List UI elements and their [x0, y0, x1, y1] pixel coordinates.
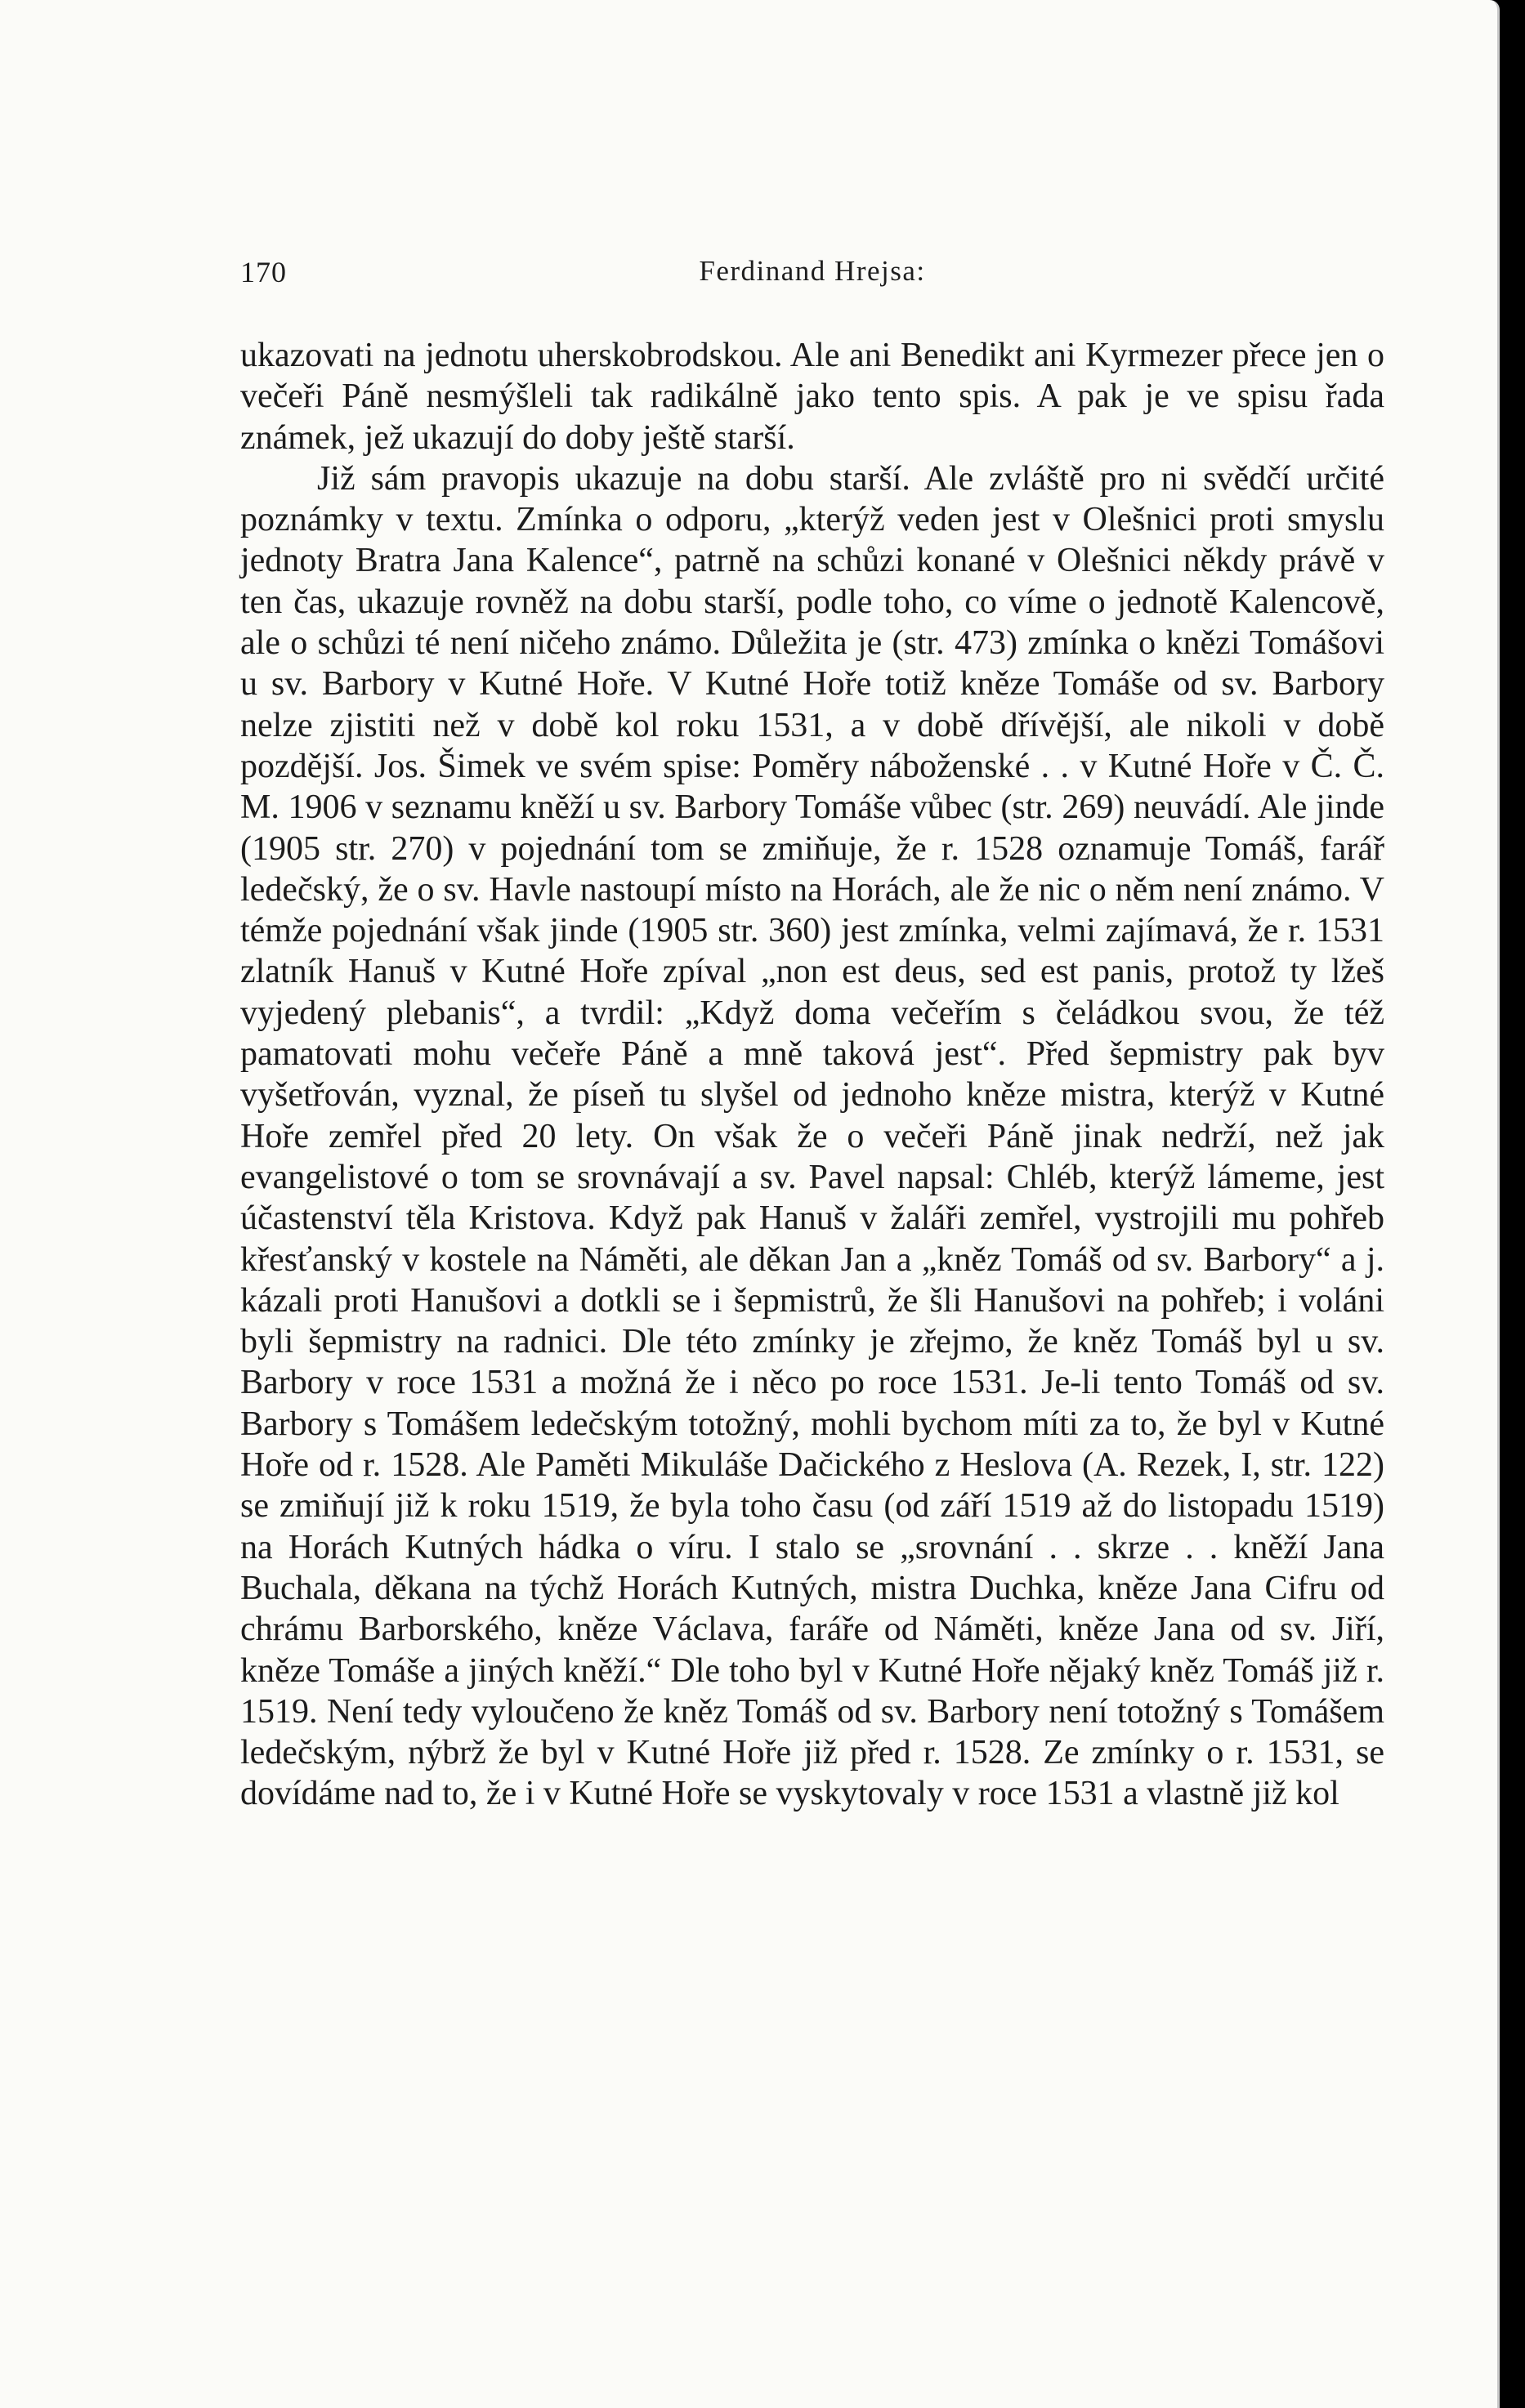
- page-header: [240, 247, 1384, 296]
- paragraph: Již sám pravopis ukazuje na dobu starší. Ale zvláště pro ni svědčí určité poznámky v textu. Zmínka o odporu, „kterýž veden jest v Olešnici proti smyslu jednoty Bratra Jana Kalence“, patrně na schůzi konané v Olešnici někdy právě v ten čas, ukazuje rovněž na dobu starší, podle toho, co víme o jednotě Kalencově, ale o schůzi té není ničeho známo. Důležita je (str. 473) zmínka o knězi Tomášovi u sv. Barbory v Kutné Hoře. V Kutné Hoře totiž kněze Tomáše od sv. Barbory nelze zjistiti než v době kol roku 1531, a v době dřívější, ale nikoli v době pozdější. Jos. Šimek ve svém spise: Poměry náboženské . . v Kutné Hoře v Č. Č. M. 1906 v seznamu kněží u sv. Barbory Tomáše vůbec (str. 269) neuvádí. Ale jinde (1905 str. 270) v pojednání tom se zmiňuje, že r. 1528 oznamuje Tomáš, farář ledečský, že o sv. Havle nastoupí místo na Horách, ale že nic o něm není známo. V témže pojednání však jinde (1905 str. 360) jest zmínka, velmi zajímavá, že r. 1531 zlatník Hanuš v Kutné Hoře zpíval „non est deus, sed est panis, protož ty lžeš vyjedený plebanis“, a tvrdil: „Když doma večeřím s čeládkou svou, že též pamatovati mohu večeře Páně a mně taková jest“. Před šepmistry pak byv vyšetřován, vyznal, že píseň tu slyšel od jednoho kněze mistra, kterýž v Kutné Hoře zemřel před 20 lety. On však že o večeři Páně jinak nedrží, než jak evangelistové o tom se srovnávají a sv. Pavel napsal: Chléb, kterýž lámeme, jest účastenství těla Kristova. Když pak Hanuš v žaláři zemřel, vystrojili mu pohřeb křesťanský v kostele na Náměti, ale děkan Jan a „kněz Tomáš od sv. Barbory“ a j. kázali proti Hanušovi a dotkli se i šepmistrů, že šli Hanušovi na pohřeb; i voláni byli šepmistry na radnici. Dle této zmínky je zřejmo, že kněz Tomáš byl u sv. Barbory v roce 1531 a možná že i něco po roce 1531. Je-li tento Tomáš od sv. Barbory s Tomášem ledečským totožný, mohli bychom míti za to, že byl v Kutné Hoře od r. 1528. Ale Paměti Mikuláše Dačického z Heslova (A. Rezek, I, str. 122) se zmiňují již k roku 1519, že byla toho času (od září 1519 až do listopadu 1519) na Horách Kutných hádka o víru. I stalo se „srovnání . . skrze . . kněží Jana Buchala, děkana na týchž Horách Kutných, mistra Duchka, kněze Jana Cifru od chrámu Barborského, kněze Václava, faráře od Náměti, kněze Jana od sv. Jiří, kněze Tomáše a jiných kněží.“ Dle toho byl v Kutné Hoře nějaký kněz Tomáš již r. 1519. Není tedy vyloučeno že kněz Tomáš od sv. Barbory není totožný s Tomášem ledečským, nýbrž že byl v Kutné Hoře již před r. 1528. Ze zmínky o r. 1531, se dovídáme nad to, že i v Kutné Hoře se vyskytovaly v roce 1531 a vlastně již kol: [240, 459, 1384, 1813]
- page-number: 170: [240, 256, 287, 288]
- body-text: [240, 335, 1384, 1815]
- paragraph: ukazovati na jednotu uherskobrodskou. Ale ani Benedikt ani Kyrmezer přece jen o večeři Páně nesmýšleli tak radikálně jako tento spis. A pak je ve spisu řada známek, jež ukazují do doby ještě starší.: [240, 337, 1384, 457]
- running-head: Ferdinand Hrejsa:: [699, 255, 926, 287]
